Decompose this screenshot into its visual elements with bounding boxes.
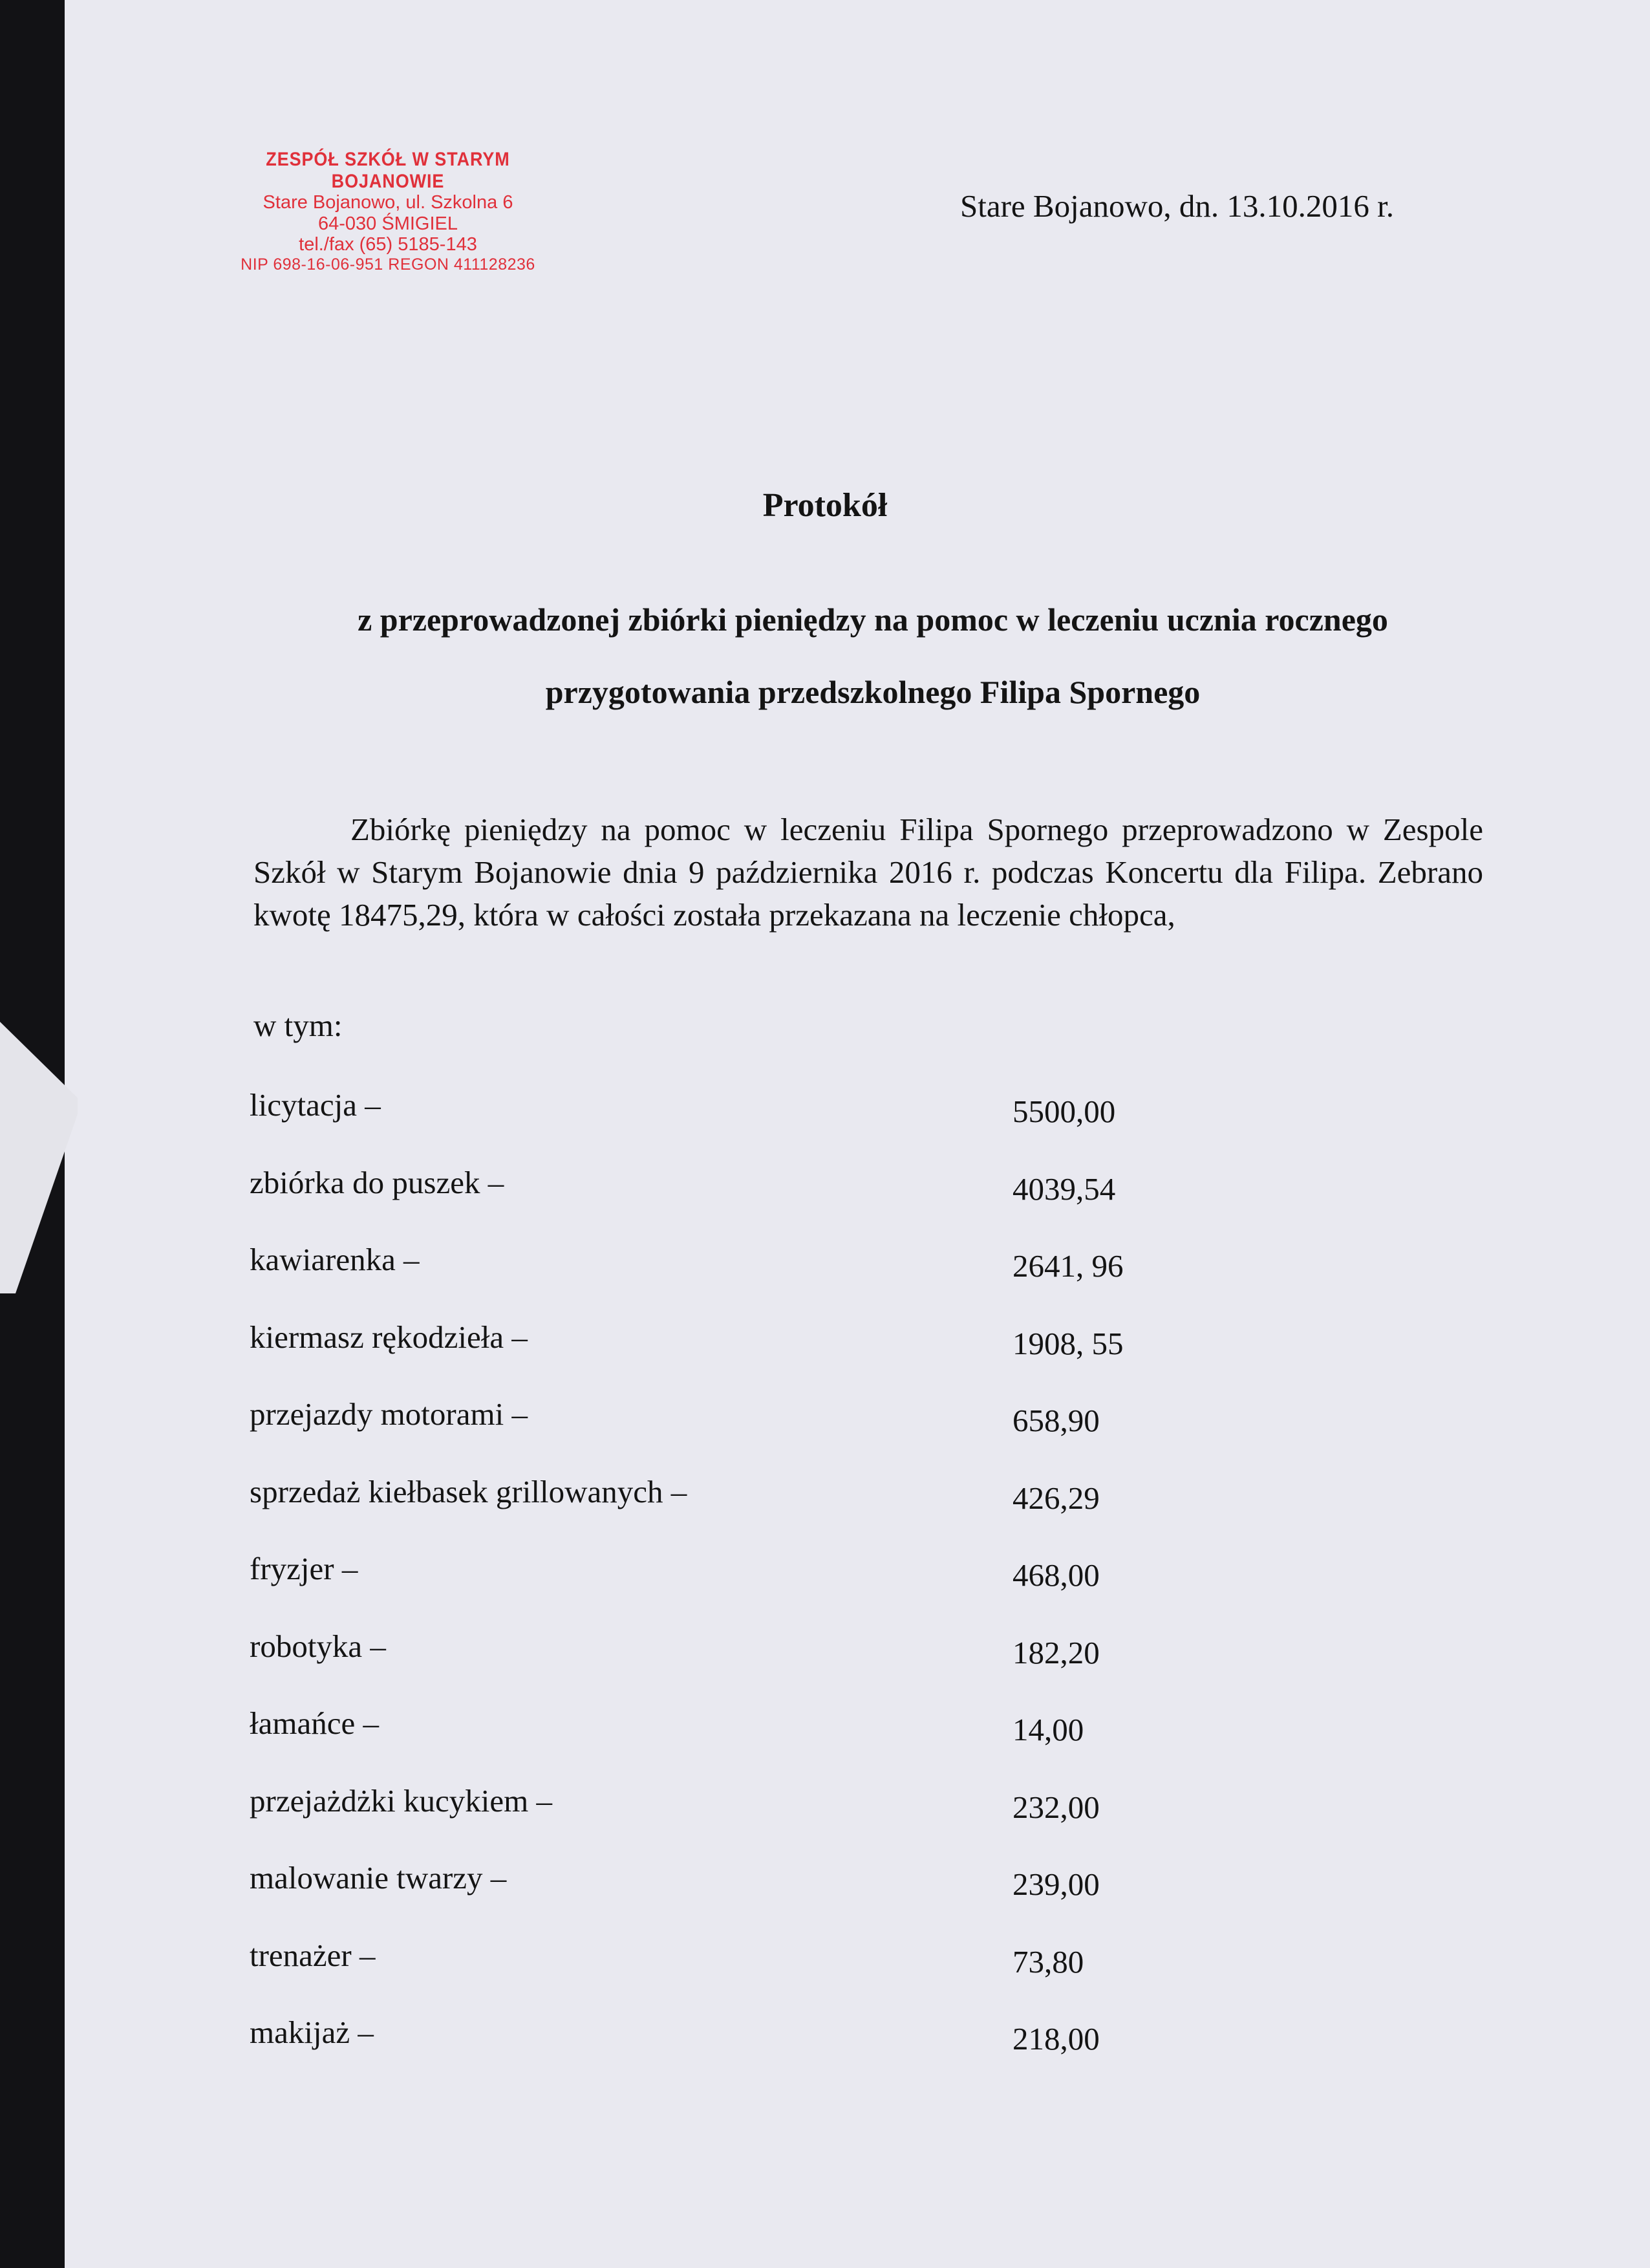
item-amount: 239,00 bbox=[1012, 1866, 1100, 1902]
list-item bbox=[250, 1628, 1219, 1705]
list-item bbox=[250, 1782, 1219, 1860]
list-item bbox=[250, 1241, 1219, 1319]
item-amount: 218,00 bbox=[1012, 2021, 1100, 2057]
school-stamp bbox=[207, 149, 569, 274]
list-item bbox=[250, 1164, 1219, 1242]
place-and-date: Stare Bojanowo, dn. 13.10.2016 r. bbox=[960, 188, 1394, 224]
item-label: sprzedaż kiełbasek grillowanych – bbox=[250, 1473, 687, 1509]
item-label: robotyka – bbox=[250, 1628, 386, 1664]
stamp-line-ids: NIP 698-16-06-951 REGON 411128236 bbox=[241, 255, 535, 274]
list-item bbox=[250, 1473, 1219, 1551]
body-paragraph: Zbiórkę pieniędzy na pomoc w leczeniu Filipa Spornego przeprowadzono w Zespole Szkół w Starym Bojanowie dnia 9 października 2016 r. podczas Koncertu dla Filipa. Zebrano kwotę 18475,29, która w całości została przekazana na leczenie chłopca, bbox=[253, 812, 1483, 933]
list-item bbox=[250, 1396, 1219, 1473]
stamp-line-postcode: 64-030 ŚMIGIEL bbox=[318, 213, 458, 234]
item-amount: 658,90 bbox=[1012, 1403, 1100, 1438]
list-item bbox=[250, 1859, 1219, 1937]
item-label: fryzjer – bbox=[250, 1551, 358, 1586]
item-label: kiermasz rękodzieła – bbox=[250, 1319, 528, 1355]
breakdown-list bbox=[250, 1086, 1219, 2091]
stamp-line-address: Stare Bojanowo, ul. Szkolna 6 bbox=[262, 192, 513, 213]
item-amount: 426,29 bbox=[1012, 1480, 1100, 1516]
item-amount: 182,20 bbox=[1012, 1634, 1100, 1670]
list-item bbox=[250, 1319, 1219, 1396]
list-item bbox=[250, 1937, 1219, 2014]
list-item bbox=[250, 1550, 1219, 1628]
item-label: makijaż – bbox=[250, 2014, 374, 2050]
stamp-line-phone: tel./fax (65) 5185-143 bbox=[299, 234, 477, 255]
item-label: przejażdżki kucykiem – bbox=[250, 1782, 553, 1819]
document-title: Protokół bbox=[762, 487, 888, 524]
list-item bbox=[250, 1705, 1219, 1782]
item-amount: 232,00 bbox=[1012, 1789, 1100, 1825]
item-label: przejazdy motorami – bbox=[250, 1396, 528, 1432]
item-label: malowanie twarzy – bbox=[250, 1860, 507, 1895]
subtitle-line-1: z przeprowadzonej zbiórki pieniędzy na pomoc w leczeniu ucznia rocznego bbox=[358, 601, 1388, 638]
item-amount: 468,00 bbox=[1012, 1557, 1100, 1593]
list-item bbox=[250, 2014, 1219, 2091]
item-amount: 73,80 bbox=[1012, 1943, 1084, 1980]
item-amount: 1908, 55 bbox=[1012, 1325, 1124, 1361]
subtitle-line-2: przygotowania przedszkolnego Filipa Spornego bbox=[545, 674, 1201, 710]
item-amount: 14,00 bbox=[1012, 1712, 1084, 1747]
item-label: łamańce – bbox=[250, 1705, 379, 1741]
list-intro: w tym: bbox=[253, 1008, 343, 1043]
item-amount: 2641, 96 bbox=[1012, 1248, 1124, 1284]
item-amount: 5500,00 bbox=[1012, 1094, 1116, 1129]
item-amount: 4039,54 bbox=[1012, 1171, 1116, 1207]
item-label: kawiarenka – bbox=[250, 1242, 420, 1277]
list-item bbox=[250, 1086, 1219, 1164]
item-label: trenażer – bbox=[250, 1937, 376, 1973]
item-label: licytacja – bbox=[250, 1087, 381, 1123]
stamp-line-school-name: ZESPÓŁ SZKÓŁ W STARYM BOJANOWIE bbox=[266, 149, 510, 192]
document-subtitle bbox=[265, 583, 1481, 728]
item-label: zbiórka do puszek – bbox=[250, 1164, 504, 1200]
